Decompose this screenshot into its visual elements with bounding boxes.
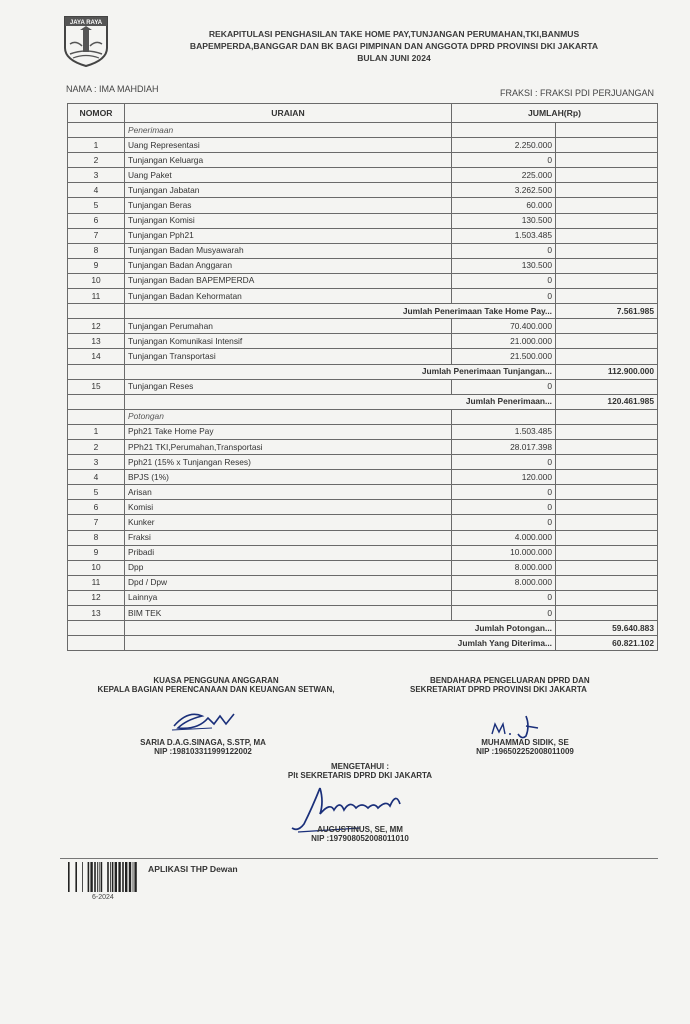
signature-right-role: BENDAHARA PENGELUARAN DPRD DAN — [430, 676, 590, 685]
total-cell — [556, 183, 658, 198]
item-amount: 1.503.485 — [452, 228, 556, 243]
table-row — [68, 515, 658, 530]
signature-center-role: MENGETAHUI : — [330, 762, 390, 771]
total-cell — [556, 455, 658, 470]
footer-code: 6-2024 — [92, 894, 114, 901]
item-label: Tunjangan Transportasi — [125, 349, 452, 364]
total-cell — [556, 575, 658, 590]
subtotal-label: Jumlah Penerimaan Take Home Pay... — [125, 304, 556, 319]
item-label: Tunjangan Badan Musyawarah — [125, 243, 452, 258]
signature-left-person — [118, 738, 288, 756]
total-cell — [556, 289, 658, 304]
total-cell — [556, 198, 658, 213]
total-cell — [556, 243, 658, 258]
total-cell — [556, 319, 658, 334]
signature-center-name: AUGUSTINUS, SE, MM — [317, 825, 403, 834]
barcode-bar — [134, 862, 136, 892]
item-label: Tunjangan Komisi — [125, 213, 452, 228]
table-row — [68, 439, 658, 454]
row-number: 10 — [68, 560, 125, 575]
subtotal-amount: 59.640.883 — [556, 621, 658, 636]
item-label: Fraksi — [125, 530, 452, 545]
table-row — [68, 409, 658, 424]
item-amount: 1.503.485 — [452, 424, 556, 439]
table-row — [68, 153, 658, 168]
signature-left-name: SARIA D.A.G.SINAGA, S.STP, MA — [140, 738, 266, 747]
row-number: 11 — [68, 575, 125, 590]
total-cell — [556, 123, 658, 138]
item-amount: 0 — [452, 153, 556, 168]
table-row — [68, 138, 658, 153]
signature-center-nip: NIP :197908052008011010 — [311, 834, 409, 843]
row-number-cell — [68, 364, 125, 379]
table-body — [68, 123, 658, 651]
table-row — [68, 183, 658, 198]
table-row — [68, 364, 658, 379]
item-label: Pph21 (15% x Tunjangan Reses) — [125, 455, 452, 470]
row-number-cell — [68, 304, 125, 319]
row-number: 13 — [68, 606, 125, 621]
item-amount: 0 — [452, 590, 556, 605]
total-cell — [556, 424, 658, 439]
signature-center-title: Plt SEKRETARIS DPRD DKI JAKARTA — [287, 771, 433, 780]
barcode-bar — [112, 862, 114, 892]
total-cell — [556, 213, 658, 228]
item-label: Tunjangan Komunikasi Intensif — [125, 334, 452, 349]
item-amount: 0 — [452, 606, 556, 621]
jakarta-emblem-logo — [62, 14, 110, 68]
table-row — [68, 168, 658, 183]
item-amount: 0 — [452, 485, 556, 500]
item-amount: 0 — [452, 289, 556, 304]
row-number: 7 — [68, 515, 125, 530]
barcode-bar — [133, 862, 134, 892]
subtotal-amount: 60.821.102 — [556, 636, 658, 651]
footer-divider — [60, 858, 658, 859]
item-amount: 21.000.000 — [452, 334, 556, 349]
item-amount: 3.262.500 — [452, 183, 556, 198]
barcode-bar — [75, 862, 77, 892]
item-amount: 2.250.000 — [452, 138, 556, 153]
row-number: 8 — [68, 243, 125, 258]
barcode-bar — [129, 862, 131, 892]
subtotal-label: Jumlah Penerimaan Tunjangan... — [125, 364, 556, 379]
row-number-cell — [68, 394, 125, 409]
item-amount: 225.000 — [452, 168, 556, 183]
item-amount: 0 — [452, 273, 556, 288]
item-label: Tunjangan Keluarga — [125, 153, 452, 168]
item-label: Pribadi — [125, 545, 452, 560]
barcode-bar — [88, 862, 90, 892]
row-number: 6 — [68, 500, 125, 515]
barcode-bar — [122, 862, 124, 892]
row-number-cell — [68, 123, 125, 138]
total-cell — [556, 500, 658, 515]
app-label: APLIKASI THP Dewan — [148, 864, 238, 874]
table-row — [68, 213, 658, 228]
table-row — [68, 304, 658, 319]
item-amount: 60.000 — [452, 198, 556, 213]
barcode-bar — [68, 862, 70, 892]
item-amount: 70.400.000 — [452, 319, 556, 334]
item-amount: 8.000.000 — [452, 560, 556, 575]
signature-left-role: KUASA PENGGUNA ANGGARAN — [153, 676, 279, 685]
table-row — [68, 258, 658, 273]
item-amount: 0 — [452, 515, 556, 530]
row-number: 8 — [68, 530, 125, 545]
total-cell — [556, 545, 658, 560]
header-nomor: NOMOR — [68, 104, 125, 123]
table-row — [68, 590, 658, 605]
item-amount: 8.000.000 — [452, 575, 556, 590]
table-row — [68, 424, 658, 439]
item-label: Arisan — [125, 485, 452, 500]
item-amount: 0 — [452, 379, 556, 394]
amount-cell — [452, 123, 556, 138]
barcode-bar — [99, 862, 100, 892]
table-row — [68, 470, 658, 485]
table-row — [68, 243, 658, 258]
table-row — [68, 455, 658, 470]
table-row — [68, 560, 658, 575]
signature-left-title: KEPALA BAGIAN PERENCANAAN DAN KEUANGAN SETWAN, — [97, 685, 335, 694]
row-number: 4 — [68, 470, 125, 485]
section-label: Potongan — [125, 409, 452, 424]
item-label: Dpd / Dpw — [125, 575, 452, 590]
item-label: Tunjangan Beras — [125, 198, 452, 213]
row-number: 5 — [68, 485, 125, 500]
barcode-bar — [110, 862, 111, 892]
item-label: Tunjangan Badan Anggaran — [125, 258, 452, 273]
table-row — [68, 530, 658, 545]
table-row — [68, 273, 658, 288]
total-cell — [556, 560, 658, 575]
table-row — [68, 636, 658, 651]
item-label: Lainnya — [125, 590, 452, 605]
subtotal-label: Jumlah Potongan... — [125, 621, 556, 636]
signature-right-nip: NIP :196502252008011009 — [476, 747, 574, 756]
item-label: Tunjangan Reses — [125, 379, 452, 394]
barcode-bar — [97, 862, 98, 892]
faction-name: FRAKSI : FRAKSI PDI PERJUANGAN — [499, 88, 654, 98]
subtotal-amount: 7.561.985 — [556, 304, 658, 319]
item-label: Tunjangan Badan BAPEMPERDA — [125, 273, 452, 288]
item-label: Dpp — [125, 560, 452, 575]
row-number: 4 — [68, 183, 125, 198]
table-header-row — [68, 104, 658, 123]
row-number: 9 — [68, 258, 125, 273]
total-cell — [556, 590, 658, 605]
table-row — [68, 575, 658, 590]
member-name: NAMA : IMA MAHDIAH — [66, 84, 159, 94]
row-number: 3 — [68, 455, 125, 470]
total-cell — [556, 515, 658, 530]
row-number-cell — [68, 409, 125, 424]
total-cell — [556, 349, 658, 364]
section-label: Penerimaan — [125, 123, 452, 138]
row-number: 1 — [68, 138, 125, 153]
subtotal-label: Jumlah Penerimaan... — [125, 394, 556, 409]
item-amount: 0 — [452, 500, 556, 515]
table-row — [68, 123, 658, 138]
table-row — [68, 319, 658, 334]
signature-center-block — [240, 762, 480, 780]
item-label: Uang Representasi — [125, 138, 452, 153]
title-line-3: BULAN JUNI 2024 — [357, 53, 431, 63]
barcode — [68, 862, 140, 892]
table-row — [68, 545, 658, 560]
table-row — [68, 621, 658, 636]
row-number: 2 — [68, 439, 125, 454]
total-cell — [556, 379, 658, 394]
item-amount: 10.000.000 — [452, 545, 556, 560]
signature-right-person — [440, 738, 610, 756]
row-number: 2 — [68, 153, 125, 168]
item-label: Tunjangan Pph21 — [125, 228, 452, 243]
svg-text:JAYA RAYA: JAYA RAYA — [69, 20, 103, 26]
signature-left-block — [88, 676, 344, 694]
row-number: 9 — [68, 545, 125, 560]
table-row — [68, 334, 658, 349]
total-cell — [556, 470, 658, 485]
title-line-2: BAPEMPERDA,BANGGAR DAN BK BAGI PIMPINAN DAN ANGGOTA DPRD PROVINSI DKI JAKARTA — [189, 41, 599, 51]
total-cell — [556, 168, 658, 183]
item-amount: 21.500.000 — [452, 349, 556, 364]
item-amount: 28.017.398 — [452, 439, 556, 454]
subtotal-amount: 120.461.985 — [556, 394, 658, 409]
item-amount: 0 — [452, 243, 556, 258]
signature-right-block — [410, 676, 660, 694]
item-label: Uang Paket — [125, 168, 452, 183]
document-title — [120, 28, 668, 64]
barcode-bar — [101, 862, 103, 892]
table-row — [68, 289, 658, 304]
table-row — [68, 606, 658, 621]
item-label: Pph21 Take Home Pay — [125, 424, 452, 439]
row-number: 11 — [68, 289, 125, 304]
subtotal-label: Jumlah Yang Diterima... — [125, 636, 556, 651]
total-cell — [556, 606, 658, 621]
amount-cell — [452, 409, 556, 424]
row-number: 6 — [68, 213, 125, 228]
signature-right-name: MUHAMMAD SIDIK, SE — [481, 738, 569, 747]
row-number: 5 — [68, 198, 125, 213]
item-label: PPh21 TKI,Perumahan,Transportasi — [125, 439, 452, 454]
item-label: Tunjangan Perumahan — [125, 319, 452, 334]
barcode-bar — [82, 862, 83, 892]
table-row — [68, 485, 658, 500]
signature-left-nip: NIP :198103311999122002 — [154, 747, 252, 756]
total-cell — [556, 273, 658, 288]
subtotal-amount: 112.900.000 — [556, 364, 658, 379]
table-row — [68, 198, 658, 213]
barcode-bar — [107, 862, 109, 892]
row-number: 1 — [68, 424, 125, 439]
item-label: Tunjangan Jabatan — [125, 183, 452, 198]
title-line-1: REKAPITULASI PENGHASILAN TAKE HOME PAY,TUNJANGAN PERUMAHAN,TKI,BANMUS — [208, 29, 580, 39]
item-amount: 4.000.000 — [452, 530, 556, 545]
item-label: BIM TEK — [125, 606, 452, 621]
total-cell — [556, 228, 658, 243]
row-number: 10 — [68, 273, 125, 288]
barcode-bar — [94, 862, 96, 892]
total-cell — [556, 409, 658, 424]
table-row — [68, 228, 658, 243]
row-number-cell — [68, 636, 125, 651]
item-amount: 120.000 — [452, 470, 556, 485]
item-amount: 130.500 — [452, 213, 556, 228]
total-cell — [556, 439, 658, 454]
barcode-bar — [115, 862, 117, 892]
barcode-bar — [118, 862, 120, 892]
table-row — [68, 500, 658, 515]
row-number: 15 — [68, 379, 125, 394]
item-label: Tunjangan Badan Kehormatan — [125, 289, 452, 304]
item-amount: 0 — [452, 455, 556, 470]
table-row — [68, 379, 658, 394]
barcode-bar — [125, 862, 127, 892]
row-number: 7 — [68, 228, 125, 243]
row-number-cell — [68, 621, 125, 636]
table-row — [68, 349, 658, 364]
total-cell — [556, 485, 658, 500]
table-row — [68, 394, 658, 409]
row-number: 3 — [68, 168, 125, 183]
item-label: Kunker — [125, 515, 452, 530]
total-cell — [556, 334, 658, 349]
total-cell — [556, 153, 658, 168]
item-amount: 130.500 — [452, 258, 556, 273]
row-number: 13 — [68, 334, 125, 349]
item-label: BPJS (1%) — [125, 470, 452, 485]
row-number: 14 — [68, 349, 125, 364]
salary-table — [67, 103, 658, 651]
header-uraian: URAIAN — [125, 104, 452, 123]
signature-right-title: SEKRETARIAT DPRD PROVINSI DKI JAKARTA — [410, 685, 587, 694]
total-cell — [556, 258, 658, 273]
signature-center-person — [270, 825, 450, 843]
header-jumlah: JUMLAH(Rp) — [452, 104, 658, 123]
total-cell — [556, 530, 658, 545]
row-number: 12 — [68, 319, 125, 334]
item-label: Komisi — [125, 500, 452, 515]
barcode-bar — [90, 862, 92, 892]
row-number: 12 — [68, 590, 125, 605]
total-cell — [556, 138, 658, 153]
